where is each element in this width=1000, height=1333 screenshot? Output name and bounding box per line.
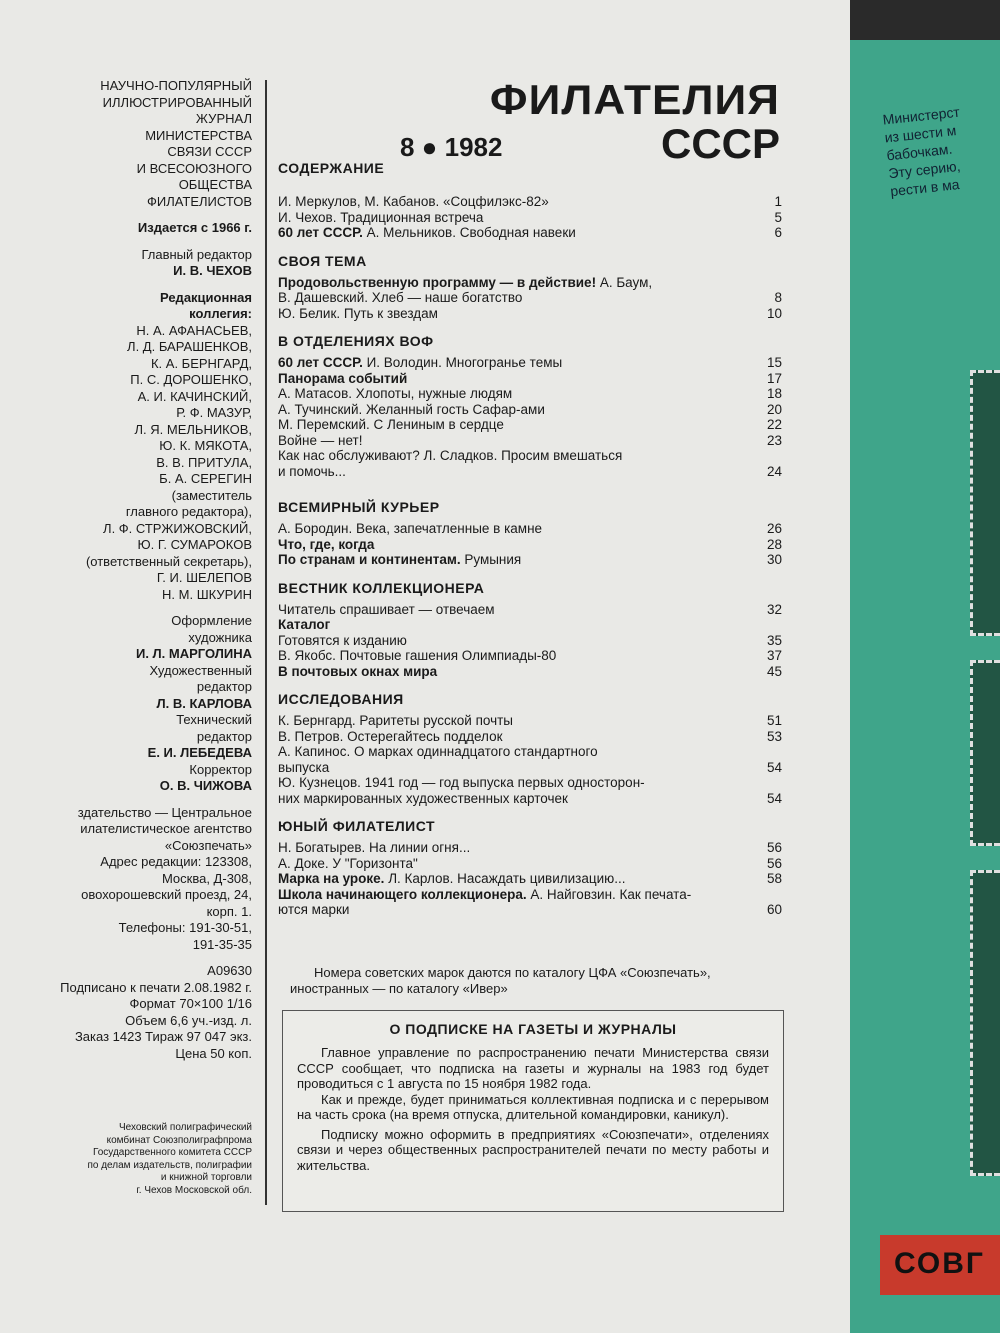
toc-entry-title: них маркированных художественных карточек: [278, 790, 568, 806]
board-member: (ответственный секретарь),: [85, 553, 252, 569]
toc-page-number: 22: [766, 417, 782, 432]
toc-entry: [278, 537, 788, 553]
toc-entry-title: Румыния: [460, 552, 522, 567]
toc-entry-title: Н. Богатырев. На линии огня...: [278, 840, 471, 855]
cover-line: рести в ма: [889, 176, 961, 200]
masthead-line: МИНИСТЕРСТВА: [145, 127, 252, 143]
toc-page-number: 45: [766, 663, 782, 679]
board-member: П. С. ДОРОШЕНКО,: [130, 372, 252, 387]
toc-entry-title: Ю. Белик. Путь к звездам: [278, 305, 438, 321]
toc-entry-title: М. Перемский. С Лениным в сердце: [278, 417, 504, 432]
board-member: К. А. БЕРНГАРД,: [150, 355, 252, 371]
toc-entry: [278, 729, 788, 745]
section-heading: ВЕСТНИК КОЛЛЕКЦИОНЕРА: [278, 579, 485, 596]
toc-page-number: 6: [774, 225, 782, 240]
toc-entry-title: И. Меркулов, М. Кабанов. «Соцфилэкс-82»: [278, 194, 549, 209]
masthead-line: ФИЛАТЕЛИСТОВ: [147, 193, 252, 209]
staff-line: Художественный: [149, 662, 252, 678]
cover-text: [882, 90, 1000, 200]
address-line: здательство — Центральное: [77, 804, 252, 820]
toc-entry: [278, 433, 788, 449]
toc-page-number: 8: [774, 290, 782, 305]
staff-line: И. Л. МАРГОЛИНА: [135, 646, 252, 661]
toc-entry-bold: 60 лет СССР.: [278, 225, 363, 240]
toc-entry-title: Готовятся к изданию: [278, 632, 407, 648]
printer-line: Чеховский полиграфический: [118, 1122, 252, 1133]
cover-line: бабочкам.: [885, 140, 954, 164]
subscription-title: О ПОДПИСКЕ НА ГАЗЕТЫ И ЖУРНАЛЫ: [389, 1021, 677, 1037]
toc-entry: [278, 210, 788, 226]
stamp-image: [970, 870, 1000, 1176]
toc-entry: [278, 902, 788, 918]
toc-entry: [278, 856, 788, 872]
toc-entry: [278, 448, 788, 464]
address-line: илателистическое агентство: [80, 821, 252, 836]
toc-page-number: 35: [766, 632, 782, 648]
toc-entry: [278, 633, 788, 649]
toc-entry-title: Как нас обслуживают? Л. Сладков. Просим вмешаться: [278, 448, 623, 463]
toc-entry: [278, 194, 788, 210]
toc-entry: [278, 371, 788, 387]
section-heading: В ОТДЕЛЕНИЯХ ВОФ: [278, 333, 434, 349]
toc-entry-bold: Школа начинающего коллекционера.: [278, 886, 527, 902]
toc-page-number: 28: [766, 536, 782, 552]
toc-entry-bold: Что, где, когда: [278, 536, 375, 552]
toc-page-number: 20: [766, 401, 782, 417]
toc-entry-title: А. Доке. У "Горизонта": [278, 855, 418, 871]
table-of-contents: [278, 160, 788, 918]
toc-entry-title: выпуска: [278, 759, 330, 775]
toc-page-number: 1: [774, 194, 782, 209]
print-info-block: [0, 963, 252, 1062]
toc-entry-title: и помочь...: [278, 463, 346, 479]
section-heading: ЮНЫЙ ФИЛАТЕЛИСТ: [278, 818, 436, 834]
toc-entry: [278, 602, 788, 618]
toc-entry-bold: В почтовых окнах мира: [278, 663, 438, 679]
masthead-line: ИЛЛЮСТРИРОВАННЫЙ: [102, 94, 252, 110]
toc-page-number: 17: [766, 370, 782, 386]
board-member: главного редактора),: [125, 504, 252, 519]
board-member: Н. А. АФАНАСЬЕВ,: [136, 322, 252, 338]
toc-entry: [278, 871, 788, 887]
printer-line: Государственного комитета СССР: [93, 1147, 252, 1158]
toc-page-number: 56: [766, 855, 782, 871]
column-divider: [265, 80, 267, 1205]
toc-page-number: 56: [766, 840, 782, 855]
board-member: В. В. ПРИТУЛА,: [156, 454, 252, 470]
staff-line: Л. В. КАРЛОВА: [156, 695, 252, 711]
issue-number: 8 ● 1982: [400, 132, 503, 162]
toc-entry: [278, 275, 788, 291]
masthead-line: ОБЩЕСТВА: [178, 177, 252, 192]
printer-line: и книжной торговли: [160, 1172, 252, 1183]
toc-entry: [278, 617, 788, 633]
staff-line: О. В. ЧИЖОВА: [159, 778, 252, 793]
toc-entry: [278, 225, 788, 241]
board-member: Н. М. ШКУРИН: [162, 586, 252, 602]
toc-entry-title: ются марки: [278, 902, 350, 917]
board-member: (заместитель: [171, 487, 252, 503]
cover-line: из шести м: [883, 122, 958, 146]
toc-entry-title: А. Капинос. О марках одиннадцатого стандартного: [278, 744, 598, 759]
toc-page-number: 24: [766, 463, 782, 479]
cover-red-band: СОВГ: [880, 1235, 1000, 1295]
toc-entry-title: Ю. Кузнецов. 1941 год — год выпуска первых односторон-: [278, 775, 645, 790]
address-line: «Союзпечать»: [164, 837, 252, 853]
toc-entry-title: Читатель спрашивает — отвечаем: [278, 601, 495, 617]
print-info-line: Формат 70×100 1/16: [129, 996, 252, 1011]
toc-entry: [278, 386, 788, 402]
toc-entry-bold: Панорама событий: [278, 370, 408, 386]
staff-line: Оформление: [171, 613, 252, 628]
toc-entry: [278, 791, 788, 807]
masthead-line: И ВСЕСОЮЗНОГО: [136, 160, 252, 176]
toc-entry: [278, 402, 788, 418]
board-member: Р. Ф. МАЗУР,: [176, 405, 252, 420]
toc-page-number: 37: [766, 648, 782, 663]
toc-entry-bold: Продовольственную программу — в действие!: [278, 274, 597, 290]
print-info-line: Цена 50 коп.: [175, 1045, 252, 1061]
cover-line: Эту серию,: [887, 157, 962, 182]
section-heading: ИССЛЕДОВАНИЯ: [278, 691, 404, 707]
toc-entry: [278, 464, 788, 480]
toc-entry-title: И. Володин. Многогранье темы: [362, 355, 563, 370]
toc-entry-bold: По странам и континентам.: [278, 552, 461, 567]
masthead-column: [0, 78, 252, 1072]
toc-entry: [278, 648, 788, 664]
toc-heading: СОДЕРЖАНИЕ: [278, 160, 385, 176]
toc-entry-bold: Каталог: [278, 617, 331, 632]
print-info-line: А09630: [207, 963, 252, 978]
toc-entry-bold: 60 лет СССР.: [278, 355, 363, 370]
print-info-line: Заказ 1423 Тираж 97 047 экз.: [74, 1029, 252, 1044]
toc-entry: [278, 775, 788, 791]
stamp-image: [970, 370, 1000, 636]
toc-entry: [278, 552, 788, 568]
stamp-image: [970, 660, 1000, 846]
address-line: Телефоны: 191-30-51,: [118, 920, 252, 935]
print-info-line: Объем 6,6 уч.-изд. л.: [125, 1012, 252, 1028]
toc-page-number: 18: [766, 386, 782, 401]
cover-line: Министерст: [881, 103, 961, 128]
toc-entry-bold: Марка на уроке.: [278, 871, 385, 886]
toc-entry: [278, 290, 788, 306]
toc-page-number: 54: [766, 790, 782, 806]
toc-page-number: 15: [766, 355, 782, 370]
board-member: Л. Ф. СТРЖИЖОВСКИЙ,: [103, 520, 252, 536]
masthead-line: НАУЧНО-ПОПУЛЯРНЫЙ: [100, 78, 252, 93]
toc-entry: [278, 887, 788, 903]
toc-entry-title: А. Матасов. Хлопоты, нужные людям: [278, 386, 513, 401]
toc-entry-title: И. Чехов. Традиционная встреча: [278, 209, 484, 225]
toc-page-number: 53: [766, 728, 782, 744]
next-page-cover: [850, 40, 1000, 1333]
board-member: Б. А. СЕРЕГИН: [159, 471, 252, 486]
logo-line2: СССР: [660, 120, 780, 167]
board-member: Ю. Г. СУМАРОКОВ: [137, 537, 252, 552]
section-heading: ВСЕМИРНЫЙ КУРЬЕР: [278, 499, 440, 515]
staff-line: Технический: [176, 712, 252, 727]
toc-page-number: 5: [774, 209, 782, 225]
address-line: Адрес редакции: 123308,: [100, 854, 252, 869]
toc-entry-title: А. Найговзин. Как печата-: [526, 886, 692, 902]
toc-page-number: 26: [766, 521, 782, 536]
catalog-note: Номера советских марок даются по каталогу ЦФА «Союзпечать», иностранных — по каталогу «Ивер»: [290, 965, 711, 996]
toc-entry: [278, 744, 788, 760]
printer-line: комбинат Союзполиграфпрома: [106, 1134, 252, 1146]
toc-entry-title: Л. Карлов. Насаждать цивилизацию...: [384, 871, 626, 886]
board-member: Л. Д. БАРАШЕНКОВ,: [127, 339, 252, 354]
toc-entry-title: Войне — нет!: [278, 432, 363, 448]
toc-entry: [278, 760, 788, 776]
toc-page-number: 51: [766, 713, 782, 728]
printer-block: [20, 1122, 252, 1197]
logo-line1: ФИЛАТЕЛИЯ: [489, 76, 780, 123]
address-line: 191-35-35: [192, 936, 252, 952]
print-info-line: Подписано к печати 2.08.1982 г.: [60, 979, 252, 995]
staff-line: Корректор: [189, 761, 252, 777]
toc-page-number: 60: [766, 902, 782, 917]
subscription-box: [282, 1010, 784, 1212]
board-member: А. И. КАЧИНСКИЙ,: [137, 388, 252, 404]
printer-line: по делам издательств, полиграфии: [87, 1159, 252, 1171]
toc-entry: [278, 840, 788, 856]
toc-entry-title: К. Бернгард. Раритеты русской почты: [278, 713, 514, 728]
publisher-block: [0, 78, 252, 210]
address-line: Москва, Д-308,: [161, 870, 252, 886]
toc-entry-title: В. Якобс. Почтовые гашения Олимпиады-80: [278, 648, 557, 663]
toc-entry-title: А. Бородин. Века, запечатленные в камне: [278, 521, 543, 536]
toc-entry: [278, 417, 788, 433]
staff-line: редактор: [196, 679, 252, 694]
staff-line: Е. И. ЛЕБЕДЕВА: [147, 745, 252, 760]
toc-entry-title: В. Петров. Остерегайтесь подделок: [278, 728, 503, 744]
subscription-paragraph: Подписку можно оформить в предприятиях «Союзпечати», отделениях связи и через общественных распространителей печати по месту работы и жительства.: [297, 1126, 769, 1173]
toc-entry-title: В. Дашевский. Хлеб — наше богатство: [278, 290, 523, 305]
toc-page-number: 23: [766, 432, 782, 448]
toc-entry-title: А. Баум,: [596, 274, 653, 290]
masthead-line: СВЯЗИ СССР: [167, 144, 252, 159]
toc-page-number: 32: [766, 601, 782, 617]
toc-entry: [278, 664, 788, 680]
toc-page-number: 30: [766, 552, 782, 567]
address-line: овохорошевский проезд, 24,: [81, 887, 252, 902]
editor-block: Главный редактор И. В. ЧЕХОВ: [0, 247, 252, 280]
board-member: Г. И. ШЕЛЕПОВ: [156, 570, 252, 585]
magazine-logo: [400, 78, 780, 166]
board-member: Ю. К. МЯКОТА,: [159, 438, 252, 453]
masthead-line: ЖУРНАЛ: [195, 111, 252, 126]
editor-name: И. В. ЧЕХОВ: [173, 263, 252, 278]
printer-line: г. Чехов Московской обл.: [136, 1184, 252, 1196]
design-block: [0, 613, 252, 795]
subscription-paragraph: Главное управление по распространению печати Министерства связи СССР сообщает, что подписка на газеты и журналы на 1983 год будет проводиться с 1 августа по 15 ноября 1982 года.: [297, 1045, 769, 1091]
toc-entry-title: А. Мельников. Свободная навеки: [362, 225, 576, 240]
toc-page-number: 58: [766, 871, 782, 886]
since-line: Издается с 1966 г.: [137, 220, 252, 235]
toc-page-number: 54: [766, 759, 782, 775]
publisher-address-block: [0, 805, 252, 954]
toc-entry-title: А. Тучинский. Желанный гость Сафар-ами: [278, 401, 545, 417]
board-member: Л. Я. МЕЛЬНИКОВ,: [134, 421, 252, 437]
toc-page-number: 10: [766, 305, 782, 321]
staff-line: художника: [188, 629, 252, 645]
toc-entry: [278, 355, 788, 371]
toc-entry: [278, 713, 788, 729]
board-block: Редакционная коллегия: Н. А. АФАНАСЬЕВ, Л. Д. БАРАШЕНКОВ, К. А. БЕРНГАРД, П. С. ДОРОШЕНКО, А. И. КАЧИНСКИЙ, Р. Ф. МАЗУР, Л. Я. МЕЛЬНИКОВ, Ю. К. МЯКОТА, В. В. ПРИТУЛА, Б. А. СЕРЕГИН (заместитель главного редактора), Л. Ф. СТРЖИЖОВСКИЙ, Ю. Г. СУМАРОКОВ (ответственный секретарь), Г. И. ШЕЛЕПОВ Н. М. ШКУРИН: [0, 290, 252, 604]
subscription-paragraph: Как и прежде, будет приниматься коллективная подписка и с перерывом на часть срока (на время отпуска, длительной командировки, каникул).: [297, 1091, 769, 1122]
staff-line: редактор: [196, 728, 252, 744]
toc-entry: [278, 521, 788, 537]
address-line: корп. 1.: [206, 903, 252, 919]
section-heading: СВОЯ ТЕМА: [278, 252, 367, 269]
toc-entry: [278, 306, 788, 322]
